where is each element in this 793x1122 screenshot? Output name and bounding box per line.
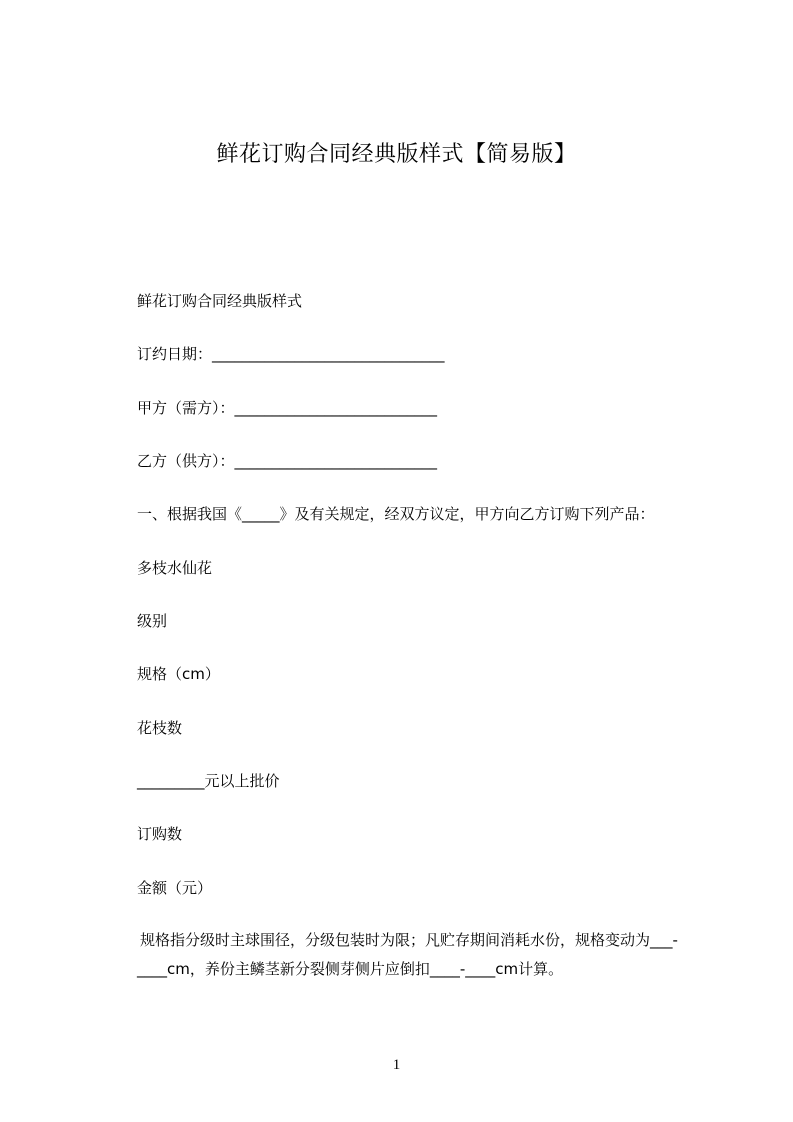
wholesale-price-line: _________元以上批价 bbox=[137, 772, 280, 790]
party-b-line: 乙方（供方）：___________________________ bbox=[137, 452, 438, 470]
order-date-line: 订约日期：_______________________________ bbox=[137, 345, 445, 363]
stem-count-line: 花枝数 bbox=[137, 719, 183, 737]
contract-subtitle: 鲜花订购合同经典版样式 bbox=[137, 292, 303, 310]
clause-one-line: 一、根据我国《_____》及有关规定，经双方议定，甲方向乙方订购下列产品： bbox=[137, 505, 655, 523]
document-title: 鲜花订购合同经典版样式【简易版】 bbox=[216, 142, 577, 167]
grade-line: 级别 bbox=[137, 612, 168, 630]
spec-line: 规格（cm） bbox=[137, 665, 220, 683]
amount-line: 金额（元） bbox=[137, 879, 213, 897]
order-quantity-line: 订购数 bbox=[137, 825, 183, 843]
product-name-line: 多枝水仙花 bbox=[137, 559, 213, 577]
page-number: 1 bbox=[392, 1057, 401, 1073]
party-a-line: 甲方（需方）：___________________________ bbox=[137, 399, 438, 417]
spec-paragraph: 规格指分级时主球围径，分级包装时为限；凡贮存期间消耗水份，规格变动为___-____cm，养份主鳞茎新分裂侧芽侧片应倒扣____-____cm计算。 bbox=[137, 931, 678, 978]
